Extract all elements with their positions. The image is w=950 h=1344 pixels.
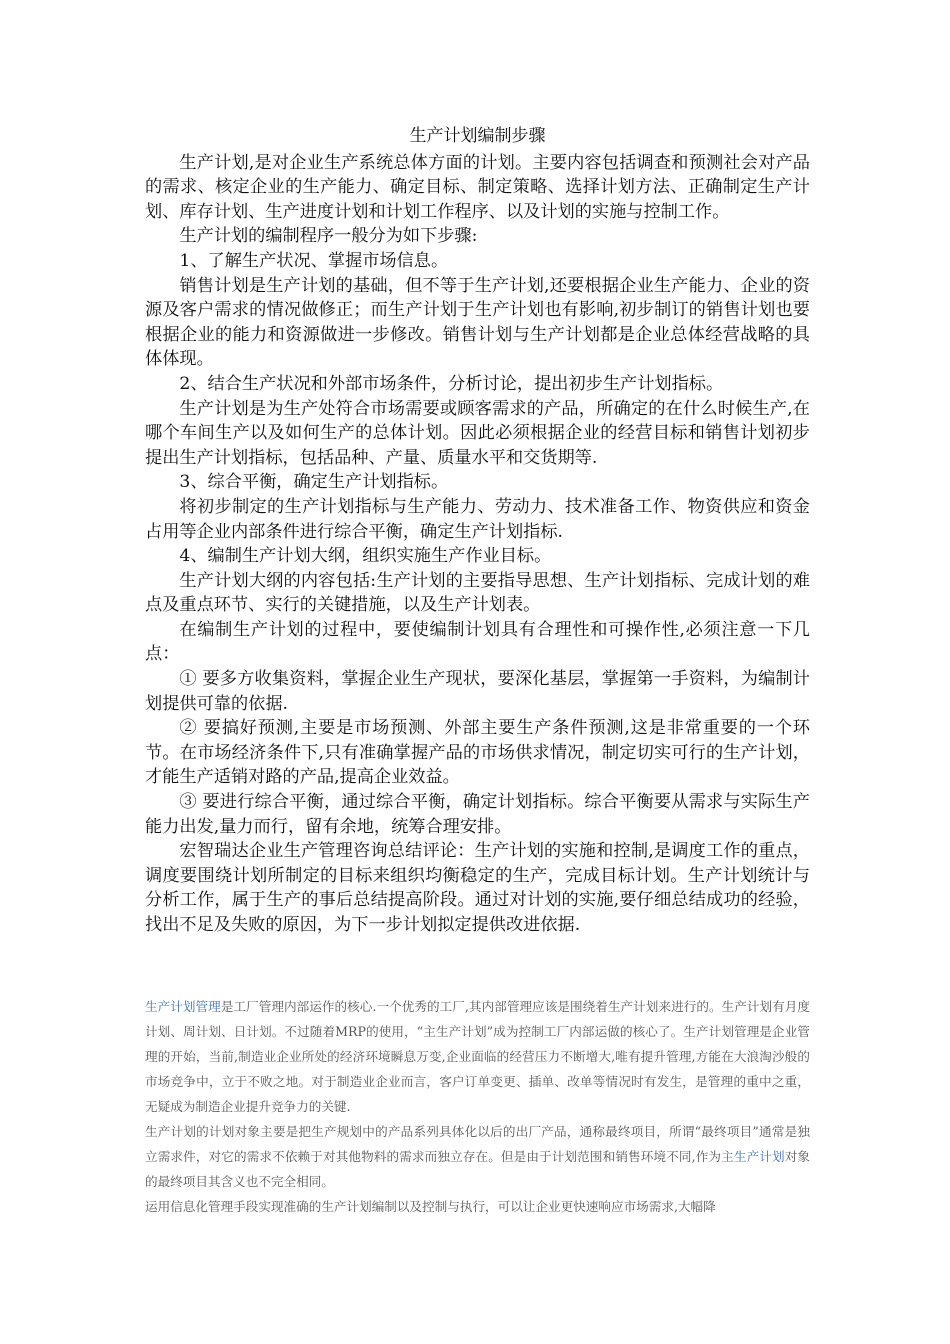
document-title: 生产计划编制步骤 — [409, 126, 546, 146]
step-heading: 4、编制生产计划大纲，组织实施生产作业目标。 — [179, 546, 552, 567]
note-paragraph — [145, 1119, 810, 1194]
appendix-note — [145, 994, 810, 1219]
master-production-schedule-link[interactable]: 主生产计划 — [721, 1149, 785, 1164]
note-text: 生产计划的计划对象主要是把生产规划中的产品系列具体化以后的出厂产品，通称最终项目，所谓“最终项目”通常是独立需求件，对它的需求不依赖于对其他物料的需求而独立存在。但是由于计划范围和销售环境不同,作为 — [145, 1124, 810, 1164]
point-item: ② 要搞好预测,主要是市场预测、外部主要生产条件预测,这是非常重要的一个环节。在市场经济条件下,只有准确掌握产品的市场供求情况，制定切实可行的生产计划，才能生产适销对路的产品,提高企业效益。 — [145, 718, 810, 788]
step-heading: 3、综合平衡，确定生产计划指标。 — [179, 472, 449, 493]
production-plan-management-link[interactable]: 生产计划管理 — [145, 999, 221, 1014]
paragraph: 生产计划是为生产处符合市场需要或顾客需求的产品，所确定的在什么时候生产,在哪个车间生产以及如何生产的总体计划。因此必须根据企业的经营目标和销售计划初步提出生产计划指标，包括品种、产量、质量水平和交货期等. — [145, 398, 810, 468]
document-body — [145, 124, 810, 938]
paragraph: 生产计划大纲的内容包括:生产计划的主要指导思想、生产计划指标、完成计划的难点及重点环节、实行的关键措施，以及生产计划表。 — [145, 570, 810, 616]
summary-paragraph: 宏智瑞达企业生产管理咨询总结评论：生产计划的实施和控制,是调度工作的重点，调度要围绕计划所制定的目标来组织均衡稳定的生产，完成目标计划。生产计划统计与分析工作，属于生产的事后总结提高阶段。通过对计划的实施,要仔细总结成功的经验，找出不足及失败的原因，为下一步计划拟定提供改进依据. — [145, 841, 810, 935]
note-text: 对象的最终项目其含义也不完全相同。 — [145, 1149, 811, 1189]
note-paragraph: 运用信息化管理手段实现准确的生产计划编制以及控制与执行，可以让企业更快速响应市场需求,大幅降 — [145, 1199, 716, 1214]
paragraph: 将初步制定的生产计划指标与生产能力、劳动力、技术准备工作、物资供应和资金占用等企业内部条件进行综合平衡，确定生产计划指标. — [145, 496, 810, 542]
paragraph: 生产计划,是对企业生产系统总体方面的计划。主要内容包括调查和预测社会对产品的需求、核定企业的生产能力、确定目标、制定策略、选择计划方法、正确制定生产计划、库存计划、生产进度计划和计划工作程序、以及计划的实施与控制工作。 — [145, 152, 810, 222]
step-heading: 1、了解生产状况、掌握市场信息。 — [179, 250, 449, 271]
paragraph: 在编制生产计划的过程中，要使编制计划具有合理性和可操作性,必须注意一下几点： — [145, 619, 810, 665]
note-paragraph — [145, 994, 810, 1119]
paragraph: 销售计划是生产计划的基础，但不等于生产计划,还要根据企业生产能力、企业的资源及客户需求的情况做修正；而生产计划于生产计划也有影响,初步制订的销售计划也要根据企业的能力和资源做进一步修改。销售计划与生产计划都是企业总体经营战略的具体体现。 — [145, 275, 810, 370]
note-text: 是工厂管理内部运作的核心.一个优秀的工厂,其内部管理应该是围绕着生产计划来进行的。生产计划有月度计划、周计划、日计划。不过随着MRP的使用，“主生产计划”成为控制工厂内部运做的核心了。生产计划管理是企业管理的开始，当前,制造业企业所处的经济环境瞬息万变,企业面临的经营压力不断增大,唯有提升管理,方能在大浪淘沙般的市场竞争中，立于不败之地。对于制造业企业而言，客户订单变更、插单、改单等情况时有发生，是管理的重中之重，无疑成为制造企业提升竞争力的关键. — [145, 999, 811, 1114]
point-item: ① 要多方收集资料，掌握企业生产现状，要深化基层，掌握第一手资料，为编制计划提供可靠的依据. — [145, 669, 810, 714]
step-heading: 2、结合生产状况和外部市场条件，分析讨论，提出初步生产计划指标。 — [179, 373, 724, 394]
paragraph: 生产计划的编制程序一般分为如下步骤: — [179, 226, 478, 247]
point-item: ③ 要进行综合平衡，通过综合平衡，确定计划指标。综合平衡要从需求与实际生产能力出发,量力而行，留有余地，统筹合理安排。 — [145, 792, 810, 837]
